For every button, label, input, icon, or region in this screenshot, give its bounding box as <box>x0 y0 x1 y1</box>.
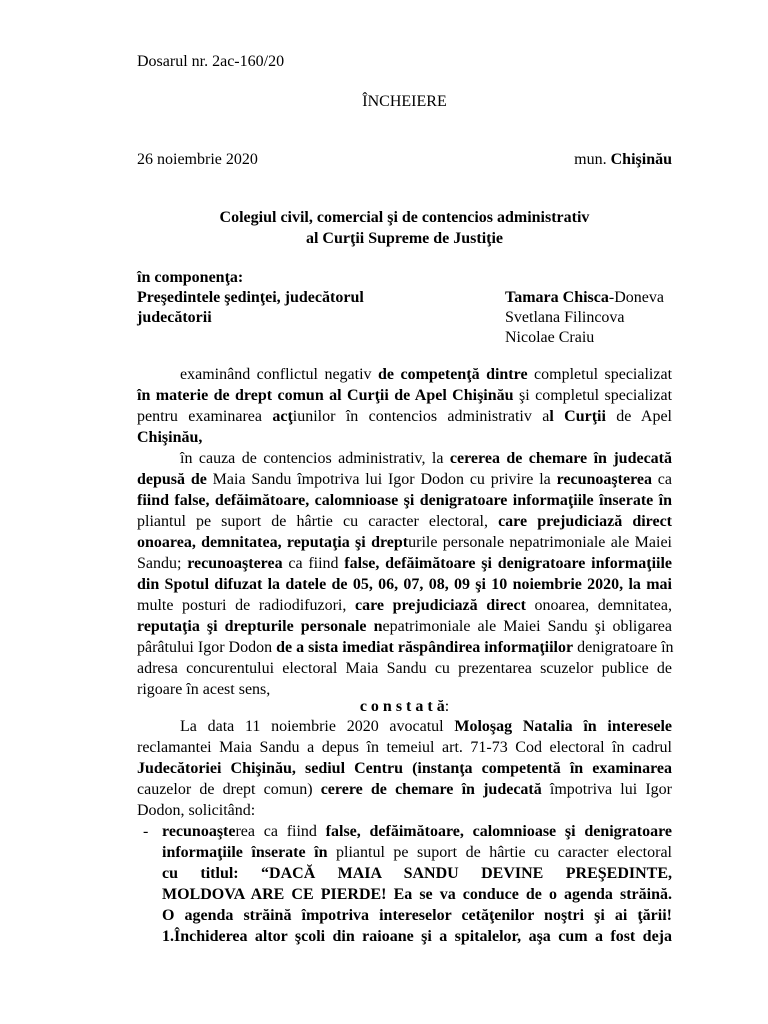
paragraph-line: reclamantei Maia Sandu a depus în temeiul art. 71-73 Cod electoral în cadrul <box>137 739 672 756</box>
paragraph-line: din Spotul difuzat la datele de 05, 06, 07, 08, 09 şi 10 noiembrie 2020, la mai <box>137 576 672 593</box>
court-name-line2: al Curţii Supreme de Justiţie <box>305 230 504 247</box>
list-bullet: - <box>143 823 149 840</box>
paragraph-line: depusă de Maia Sandu împotriva lui Igor Dodon cu privire la recunoaşterea ca <box>137 471 673 488</box>
list-item-line: 1.Închiderea altor şcoli din raioane şi a spitalelor, aşa cum a fost deja <box>162 928 672 945</box>
list-item-line: MOLDOVA ARE CE PIERDE! Ea se va conduce de o agenda străină. <box>162 886 672 903</box>
panel-president-label: Preşedintele şedinţei, judecătorul <box>137 289 364 306</box>
document-title: ÎNCHEIERE <box>362 93 447 110</box>
section-heading-finds: c o n s t a t ă: <box>359 698 450 715</box>
paragraph-line: pârâtului Igor Dodon de a sista imediat răspândirea informaţiilor denigratoare în <box>137 639 674 656</box>
paragraph-line: Chişinău, <box>137 429 203 446</box>
paragraph-line: cauzelor de drept comun) cerere de chemare în judecată împotriva lui Igor <box>137 781 673 798</box>
paragraph-line: La data 11 noiembrie 2020 avocatul Moloşag Natalia în interesele <box>180 718 672 735</box>
panel-judge-1: Svetlana Filincova <box>505 309 625 326</box>
paragraph-line: examinând conflictul negativ de competenţă dintre completul specializat <box>180 366 673 383</box>
panel-heading: în componenţa: <box>137 269 244 286</box>
paragraph-line: multe posturi de radiodifuzori, care prejudiciază direct onoarea, demnitatea, <box>137 597 672 614</box>
court-name-line1: Colegiul civil, comercial şi de contencios administrativ <box>219 209 590 226</box>
document-place: mun. Chişinău <box>574 151 672 168</box>
paragraph-line: reputaţia şi drepturile personale nepatrimoniale ale Maiei Sandu şi obligarea <box>137 618 673 635</box>
panel-judges-label: judecătorii <box>137 309 212 326</box>
case-number: Dosarul nr. 2ac-160/20 <box>137 53 285 70</box>
list-item-line: recunoaşterea ca fiind false, defăimătoare, calomnioase şi denigratoare <box>162 823 673 840</box>
list-item-line: cu titlul: “DACĂ MAIA SANDU DEVINE PREŞEDINTE, <box>162 865 673 882</box>
list-item-line: informaţiile înserate în pliantul pe suport de hârtie cu caracter electoral <box>162 844 672 861</box>
panel-judge-2: Nicolae Craiu <box>505 329 595 346</box>
paragraph-line: pentru examinarea acţiunilor în contencios administrativ al Curţii de Apel <box>137 408 672 425</box>
paragraph-line: Judecătoriei Chişinău, sediul Centru (instanţa competentă în examinarea <box>137 760 672 777</box>
paragraph-line: fiind false, defăimătoare, calomnioase şi denigratoare informaţiile înserate în <box>137 492 672 509</box>
paragraph-line: rigoare în acest sens, <box>137 681 271 698</box>
paragraph-line: pliantul pe suport de hârtie cu caracter electoral, care prejudiciază direct <box>137 513 673 530</box>
paragraph-line: adresa concurentului electoral Maia Sandu cu prezentarea scuzelor publice de <box>137 660 672 677</box>
paragraph-line: Sandu; recunoaşterea ca fiind false, defăimătoare şi denigratoare informaţiile <box>137 555 672 572</box>
list-item-line: O agenda străină împotriva intereselor cetăţenilor noştri şi ai ţării! <box>162 907 672 924</box>
panel-president-name: Tamara Chisca-Doneva <box>505 289 664 306</box>
document-date: 26 noiembrie 2020 <box>137 151 258 168</box>
paragraph-line: în materie de drept comun al Curţii de Apel Chişinău şi completul specializat <box>137 387 673 404</box>
paragraph-line: în cauza de contencios administrativ, la cererea de chemare în judecată <box>180 450 673 467</box>
paragraph-line: Dodon, solicitând: <box>137 802 256 819</box>
paragraph-line: onoarea, demnitatea, reputaţia şi drepturile personale nepatrimoniale ale Maiei <box>137 534 672 551</box>
